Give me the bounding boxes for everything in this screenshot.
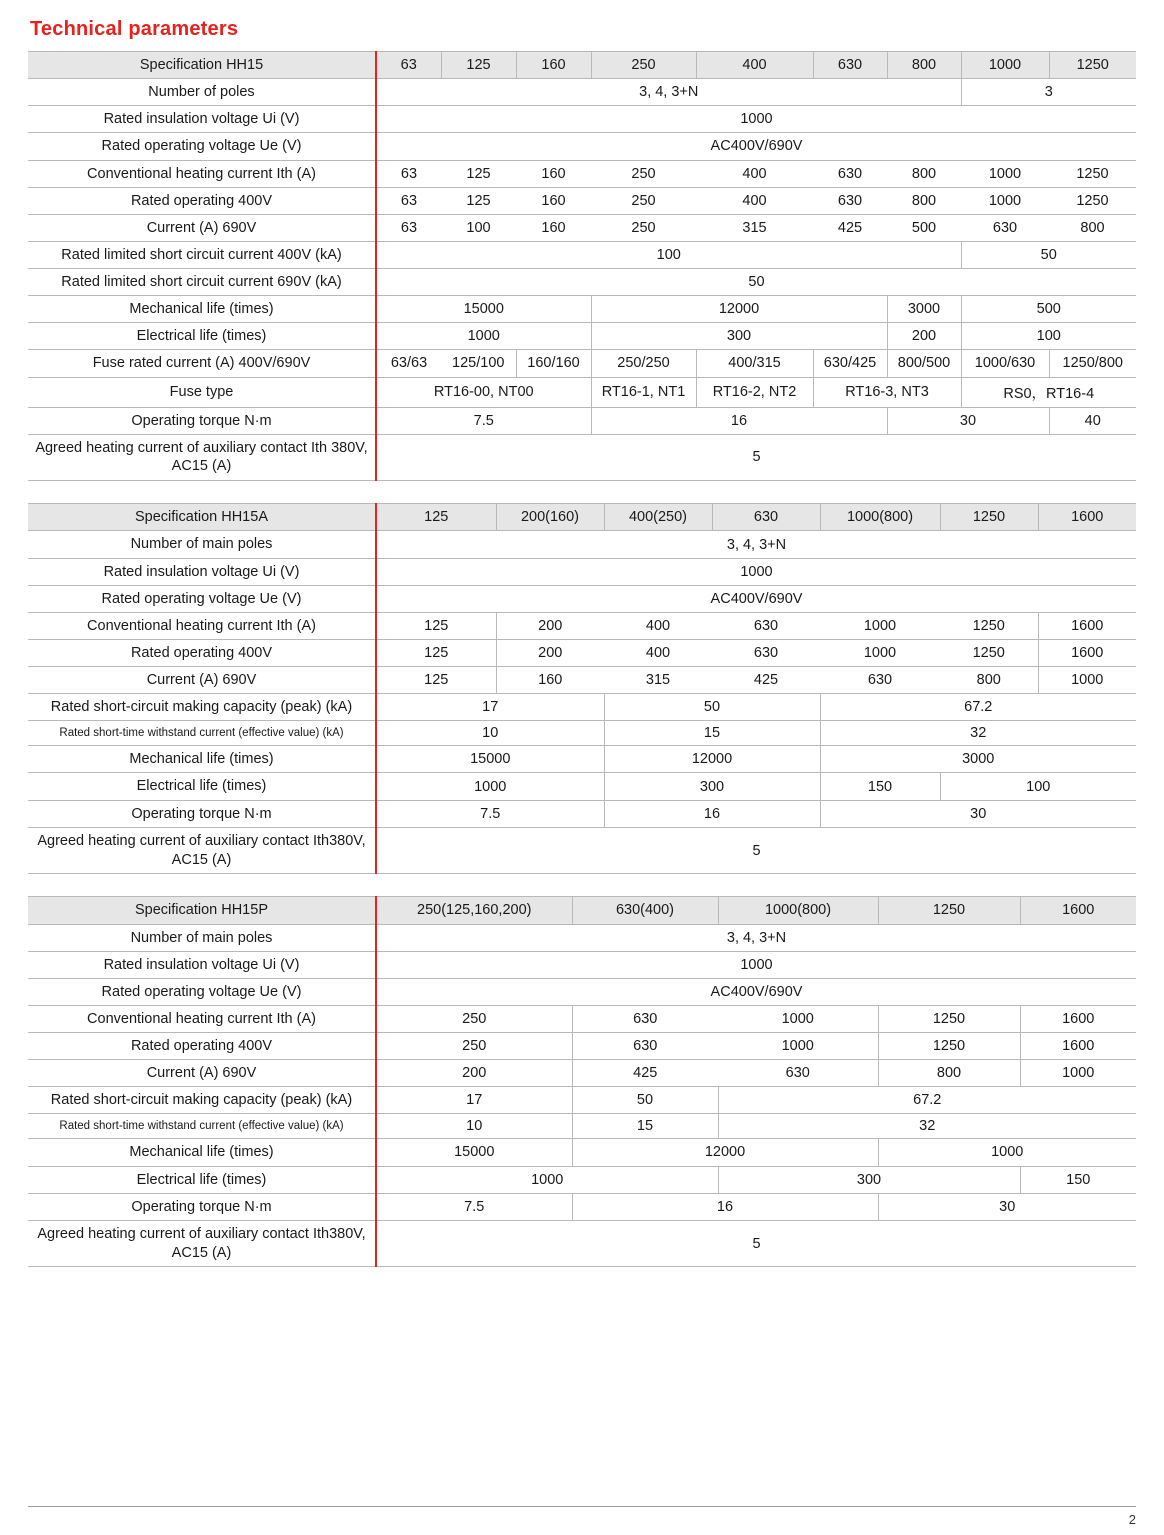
row-value: 12000 [591, 296, 887, 323]
row-label: Rated limited short circuit current 400V (kA) [28, 241, 376, 268]
row-value: 15 [604, 721, 820, 746]
row-label: Rated limited short circuit current 690V (kA) [28, 269, 376, 296]
header-col-4: 630 [712, 504, 820, 531]
spec-table-hh15p [28, 896, 1136, 1267]
row-label: Mechanical life (times) [28, 296, 376, 323]
row-value: 400 [696, 160, 813, 187]
row-value: 17 [376, 694, 604, 721]
row-value: 1000 [1020, 1060, 1136, 1087]
row-value: 16 [591, 407, 887, 434]
row-value: AC400V/690V [376, 978, 1136, 1005]
table-row [28, 434, 1136, 481]
row-value: 125 [441, 187, 516, 214]
row-label: Mechanical life (times) [28, 746, 376, 773]
row-value: 1000 [376, 323, 591, 350]
row-value: 15000 [376, 296, 591, 323]
row-value: 1250 [940, 612, 1038, 639]
row-value: 67.2 [820, 694, 1136, 721]
header-col-5: 1600 [1020, 897, 1136, 924]
row-value: 425 [712, 667, 820, 694]
row-label: Operating torque N·m [28, 407, 376, 434]
row-value: 63 [376, 214, 441, 241]
table-row [28, 1060, 1136, 1087]
row-value: 1250/800 [1049, 350, 1136, 377]
table-row [28, 978, 1136, 1005]
row-label: Rated insulation voltage Ui (V) [28, 558, 376, 585]
row-value: 100 [441, 214, 516, 241]
row-value: RT16-00, NT00 [376, 377, 591, 407]
row-value: 125 [376, 667, 496, 694]
row-value: 63/63 [376, 350, 441, 377]
table-header-row [28, 504, 1136, 531]
row-value: 5 [376, 1220, 1136, 1267]
row-value: 160 [496, 667, 604, 694]
table-row [28, 585, 1136, 612]
row-value: 250 [376, 1005, 572, 1032]
row-label: Conventional heating current Ith (A) [28, 1005, 376, 1032]
row-value: 100 [376, 241, 961, 268]
header-col-6: 630 [813, 52, 887, 79]
row-label: Number of main poles [28, 924, 376, 951]
row-value: 100 [940, 773, 1136, 800]
row-label: Rated operating voltage Ue (V) [28, 978, 376, 1005]
row-value: 400/315 [696, 350, 813, 377]
row-value: 50 [572, 1087, 718, 1114]
row-value: 250/250 [591, 350, 696, 377]
row-label: Current (A) 690V [28, 667, 376, 694]
row-value: 160 [516, 160, 591, 187]
row-value: 5 [376, 827, 1136, 874]
row-value: 400 [604, 612, 712, 639]
table-row [28, 612, 1136, 639]
row-label: Electrical life (times) [28, 323, 376, 350]
header-col-1: 63 [376, 52, 441, 79]
row-value: 250 [591, 160, 696, 187]
row-value: 63 [376, 187, 441, 214]
row-value: 1250 [878, 1005, 1020, 1032]
row-value: 1000 [718, 1033, 878, 1060]
row-value: 1000/630 [961, 350, 1049, 377]
row-value: 400 [696, 187, 813, 214]
spec-table-hh15 [28, 51, 1136, 481]
table-row [28, 106, 1136, 133]
row-value: 17 [376, 1087, 572, 1114]
header-label: Specification HH15 [28, 52, 376, 79]
row-value: 1250 [940, 639, 1038, 666]
row-value: 630 [712, 612, 820, 639]
row-label: Operating torque N·m [28, 1193, 376, 1220]
table-row [28, 773, 1136, 800]
row-label: Mechanical life (times) [28, 1139, 376, 1166]
row-value: 800 [940, 667, 1038, 694]
row-value: 425 [813, 214, 887, 241]
row-value: 7.5 [376, 800, 604, 827]
table-row [28, 1005, 1136, 1032]
row-value: 50 [376, 269, 1136, 296]
table-row [28, 1033, 1136, 1060]
row-value: 1000 [961, 187, 1049, 214]
table-row [28, 827, 1136, 874]
row-value: 3, 4, 3+N [376, 79, 961, 106]
header-col-8: 1000 [961, 52, 1049, 79]
row-value: 1250 [1049, 187, 1136, 214]
table-row [28, 377, 1136, 407]
table-row [28, 1166, 1136, 1193]
row-label: Fuse type [28, 377, 376, 407]
table-row [28, 531, 1136, 558]
row-value: AC400V/690V [376, 585, 1136, 612]
table-row [28, 269, 1136, 296]
row-value: RT16-2, NT2 [696, 377, 813, 407]
row-value: 1000 [1038, 667, 1136, 694]
row-value: 630 [718, 1060, 878, 1087]
row-label: Rated operating 400V [28, 187, 376, 214]
row-value: 630 [961, 214, 1049, 241]
row-label: Rated operating 400V [28, 639, 376, 666]
row-value: 3000 [820, 746, 1136, 773]
row-value: 3000 [887, 296, 961, 323]
row-label: Conventional heating current Ith (A) [28, 160, 376, 187]
row-label: Rated operating voltage Ue (V) [28, 585, 376, 612]
row-value: 200 [887, 323, 961, 350]
row-value: 300 [718, 1166, 1020, 1193]
table-row [28, 323, 1136, 350]
row-value: 3 [961, 79, 1136, 106]
table-row [28, 214, 1136, 241]
row-value: 250 [591, 214, 696, 241]
table-header-row [28, 897, 1136, 924]
row-value: 315 [604, 667, 712, 694]
table-row [28, 924, 1136, 951]
row-value: 150 [1020, 1166, 1136, 1193]
row-label: Rated short-time withstand current (effective value) (kA) [28, 721, 376, 746]
table-row [28, 746, 1136, 773]
header-col-4: 1250 [878, 897, 1020, 924]
row-value: 1000 [961, 160, 1049, 187]
row-value: 10 [376, 1114, 572, 1139]
header-col-1: 250(125,160,200) [376, 897, 572, 924]
row-value: 630 [712, 639, 820, 666]
row-label: Agreed heating current of auxiliary contact Ith380V, AC15 (A) [28, 1220, 376, 1267]
header-col-7: 1600 [1038, 504, 1136, 531]
row-label: Rated insulation voltage Ui (V) [28, 951, 376, 978]
table-row [28, 721, 1136, 746]
row-value: 12000 [572, 1139, 878, 1166]
row-value: 160/160 [516, 350, 591, 377]
header-col-5: 1000(800) [820, 504, 940, 531]
header-col-2: 125 [441, 52, 516, 79]
row-value: 500 [887, 214, 961, 241]
row-value: 30 [887, 407, 1049, 434]
row-label: Rated short-time withstand current (effective value) (kA) [28, 1114, 376, 1139]
row-label: Electrical life (times) [28, 1166, 376, 1193]
row-value: 125 [376, 639, 496, 666]
header-col-4: 250 [591, 52, 696, 79]
row-value: 125 [441, 160, 516, 187]
table-row [28, 241, 1136, 268]
row-value: 125/100 [441, 350, 516, 377]
row-value: 425 [572, 1060, 718, 1087]
row-value: 1000 [376, 1166, 718, 1193]
row-value: 1600 [1038, 612, 1136, 639]
row-value: 315 [696, 214, 813, 241]
table-row [28, 1193, 1136, 1220]
table-row [28, 407, 1136, 434]
row-label: Number of poles [28, 79, 376, 106]
row-value: 125 [376, 612, 496, 639]
table-row [28, 558, 1136, 585]
row-value: 1250 [1049, 160, 1136, 187]
table-row [28, 1220, 1136, 1267]
row-label: Electrical life (times) [28, 773, 376, 800]
header-col-2: 630(400) [572, 897, 718, 924]
row-label: Operating torque N·m [28, 800, 376, 827]
row-value: 5 [376, 434, 1136, 481]
row-value: 160 [516, 214, 591, 241]
row-label: Agreed heating current of auxiliary contact Ith380V, AC15 (A) [28, 827, 376, 874]
row-value: 800 [1049, 214, 1136, 241]
row-value: 1000 [376, 106, 1136, 133]
row-value: 3, 4, 3+N [376, 924, 1136, 951]
row-value: 40 [1049, 407, 1136, 434]
row-value: 630/425 [813, 350, 887, 377]
row-value: 1600 [1020, 1005, 1136, 1032]
row-value: 3, 4, 3+N [376, 531, 1136, 558]
table-row [28, 694, 1136, 721]
row-value: 630 [813, 160, 887, 187]
row-value: 50 [961, 241, 1136, 268]
header-col-2: 200(160) [496, 504, 604, 531]
header-col-3: 160 [516, 52, 591, 79]
row-value: 200 [496, 639, 604, 666]
row-value: 200 [376, 1060, 572, 1087]
page-title: Technical parameters [30, 18, 239, 40]
row-value: 32 [718, 1114, 1136, 1139]
row-value: 30 [820, 800, 1136, 827]
row-value: 500 [961, 296, 1136, 323]
row-value: 800 [887, 187, 961, 214]
row-value: 400 [604, 639, 712, 666]
row-value: 30 [878, 1193, 1136, 1220]
row-label: Current (A) 690V [28, 1060, 376, 1087]
header-col-3: 1000(800) [718, 897, 878, 924]
row-value: 16 [604, 800, 820, 827]
row-label: Conventional heating current Ith (A) [28, 612, 376, 639]
header-col-7: 800 [887, 52, 961, 79]
row-value: 160 [516, 187, 591, 214]
row-value: 1000 [820, 612, 940, 639]
row-value: 1600 [1038, 639, 1136, 666]
table-row [28, 1114, 1136, 1139]
row-value: 7.5 [376, 407, 591, 434]
header-col-6: 1250 [940, 504, 1038, 531]
row-label: Rated short-circuit making capacity (peak) (kA) [28, 1087, 376, 1114]
row-value: 1000 [376, 951, 1136, 978]
row-value: 15000 [376, 746, 604, 773]
table-row [28, 951, 1136, 978]
row-value: RT16-1, NT1 [591, 377, 696, 407]
row-value: 250 [376, 1033, 572, 1060]
row-value: 67.2 [718, 1087, 1136, 1114]
row-value: 150 [820, 773, 940, 800]
table-row [28, 639, 1136, 666]
row-value: 1600 [1020, 1033, 1136, 1060]
row-value: 1000 [820, 639, 940, 666]
row-label: Rated operating 400V [28, 1033, 376, 1060]
row-label: Rated short-circuit making capacity (peak) (kA) [28, 694, 376, 721]
row-label: Fuse rated current (A) 400V/690V [28, 350, 376, 377]
row-value: 800 [887, 160, 961, 187]
header-label: Specification HH15A [28, 504, 376, 531]
row-value: RS0，RT16-4 [961, 377, 1136, 407]
row-value: 300 [604, 773, 820, 800]
row-label: Agreed heating current of auxiliary contact Ith 380V, AC15 (A) [28, 434, 376, 481]
row-label: Rated operating voltage Ue (V) [28, 133, 376, 160]
row-value: 7.5 [376, 1193, 572, 1220]
row-value: 800 [878, 1060, 1020, 1087]
row-value: 1000 [718, 1005, 878, 1032]
table-row [28, 1087, 1136, 1114]
table-header-row [28, 52, 1136, 79]
row-value: 300 [591, 323, 887, 350]
row-value: AC400V/690V [376, 133, 1136, 160]
header-col-1: 125 [376, 504, 496, 531]
row-value: 630 [820, 667, 940, 694]
spec-table-hh15a [28, 503, 1136, 874]
table-row [28, 1139, 1136, 1166]
table-row [28, 160, 1136, 187]
row-label: Number of main poles [28, 531, 376, 558]
row-value: 1000 [376, 558, 1136, 585]
header-label: Specification HH15P [28, 897, 376, 924]
header-col-3: 400(250) [604, 504, 712, 531]
row-value: 1250 [878, 1033, 1020, 1060]
row-value: 630 [813, 187, 887, 214]
row-value: 32 [820, 721, 1136, 746]
table-row [28, 79, 1136, 106]
table-row [28, 133, 1136, 160]
row-value: 200 [496, 612, 604, 639]
table-row [28, 350, 1136, 377]
row-value: RT16-3, NT3 [813, 377, 961, 407]
row-value: 50 [604, 694, 820, 721]
table-row [28, 296, 1136, 323]
header-col-9: 1250 [1049, 52, 1136, 79]
footer-divider [28, 1506, 1136, 1507]
row-value: 63 [376, 160, 441, 187]
row-value: 16 [572, 1193, 878, 1220]
table-row [28, 800, 1136, 827]
table-row [28, 667, 1136, 694]
row-value: 630 [572, 1033, 718, 1060]
row-value: 15000 [376, 1139, 572, 1166]
header-col-5: 400 [696, 52, 813, 79]
row-value: 12000 [604, 746, 820, 773]
row-value: 250 [591, 187, 696, 214]
page-number: 2 [1128, 1512, 1136, 1527]
row-value: 800/500 [887, 350, 961, 377]
row-value: 15 [572, 1114, 718, 1139]
row-label: Rated insulation voltage Ui (V) [28, 106, 376, 133]
row-value: 1000 [878, 1139, 1136, 1166]
row-value: 100 [961, 323, 1136, 350]
row-value: 1000 [376, 773, 604, 800]
row-value: 10 [376, 721, 604, 746]
row-label: Current (A) 690V [28, 214, 376, 241]
table-row [28, 187, 1136, 214]
row-value: 630 [572, 1005, 718, 1032]
